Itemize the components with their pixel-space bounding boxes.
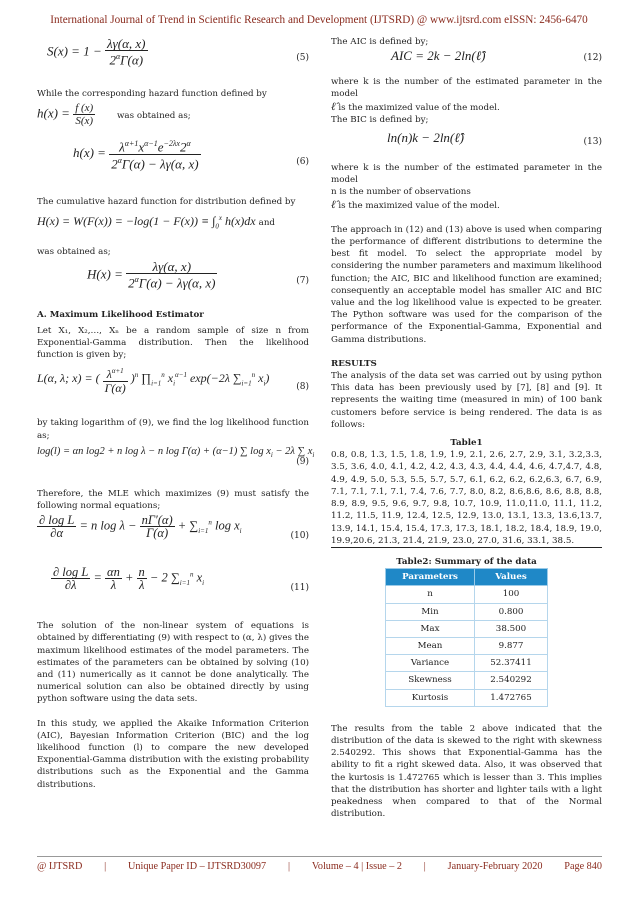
- paragraph-conclusion: The results from the table 2 above indicated that the distribution of the data is skewed to the right with skewness 2.540292. This shows that Exponential-Gamma has the ability to fit a right skewed data. Also, it was observed that the kurtosis is 1.472765 which is lesser than 3. This implies that the distribution has shorter and lighter tails with a light peakedness when compared to that of the Normal distribution.: [331, 723, 602, 820]
- equation-6: h(x) = $\frac{\lambda^{\alpha+1}x^{\alpha-1}e^{-2\lambda x}2^\alpha}{2^\alpha\Gamma(\alpha) - \lambda\gamma(\alpha, x)}$ (6): [73, 139, 309, 172]
- paragraph-study: In this study, we applied the Akaike Information Criterion (AIC), Bayesian Information Criterion (BIC) and the log likelihood function (l) to compare the new developed Exponential-Gamma distribution with the existing probability distributions such as the Exponential and the Gamma distributions.: [37, 718, 309, 790]
- table-row: [386, 603, 548, 620]
- paragraph-bic-l: ℓ̂ is the maximized value of the model.: [331, 198, 500, 211]
- table-cell-label: Skewness: [386, 672, 475, 689]
- table1-title: Table1: [450, 438, 483, 449]
- table-cell-value: 38.500: [475, 620, 548, 637]
- table2-title: Table2: Summary of the data: [396, 556, 537, 567]
- paragraph-mle: Therefore, the MLE which maximizes (9) must satisfy the following normal equations;: [37, 488, 309, 512]
- journal-header: International Journal of Trend in Scientific Research and Development (IJTSRD) @ www.ijtsrd.com eISSN: 2456-6470: [50, 14, 588, 26]
- equation-11: $\frac{\text{∂ log L}}{\partial\lambda}$ = $\frac{\alpha n}{\lambda}$ + $\frac{n}{\lambda}$ − 2 $\sum_{i=1}^n$ $x_i$ (11): [53, 565, 309, 594]
- table-cell-label: Max: [386, 620, 475, 637]
- table-cell-label: n: [386, 586, 475, 603]
- equation-13: ln(n)k − 2ln(ℓ̂) (13): [387, 130, 602, 148]
- equation-11-number: (11): [290, 583, 309, 594]
- paragraph-bic-n: n is the number of observations: [331, 187, 471, 198]
- table-row: [386, 586, 548, 603]
- table1-data: 0.8, 0.8, 1.3, 1.5, 1.8, 1.9, 1.9, 2.1, 2.6, 2.7, 2.9, 3.1, 3.2,3.3, 3.5, 3.6, 4.0, 4.1, 4.2, 4.2, 4.3, 4.3, 4.4, 4.4, 4.6, 4.7,4.7, 4.8, 4.9, 4.9, 5.0, 5.3, 5.5, 5.7, 5.7, 6.1, 6.2, 6.2, 6.2,6.3, 6.7, 6.9, 7.1, 7.1, 7.1, 7.1, 7.4, 7.6, 7.7, 8.0, 8.2, 8.6,8.6, 8.6, 8.8, 8.8, 8.9, 8.9, 9.5, 9.6, 9.7, 9.8, 10.7, 10.9, 11.0,11.0, 11.1, 11.2, 11.2, 11.5, 11.9, 12.4, 12.5, 12.9, 13.0, 13.1, 13.3, 13.6,13.7, 13.9, 14.1, 15.4, 15.4, 17.3, 17.3, 18.1, 18.2, 18.4, 18.9, 19.0, 19.9,20.6, 21.3, 21.4, 21.9, 23.0, 27.0, 31.6, 33.1, 38.5.: [331, 449, 602, 548]
- equation-8-number: (8): [296, 382, 309, 393]
- left-column: S(x) = 1 − $\frac{\lambda\gamma(\alpha, x)}{2^\alpha\Gamma(\alpha)}$ (5) While the corresponding hazard function defined by h(x) = $\frac{f (x)}{S(x)}$ was obtained as; h(x) = $\frac{\lambda^{\alpha+1}x^{\alpha-1}e^{-2\lambda x}2^\alpha}{2^\alpha\Gamma(\alpha) - \lambda\gamma(\alpha, x)}$ (6) The cumulative hazard function for distribution defined by $H(x) = W(F(x)) = -\log(1 - F(x)) \equiv \int_0^x$ h(x)dx and was obtained as; H(x) = $\frac{\lambda\gamma(\alpha, x)}{2^\alpha\Gamma(\alpha) - \lambda\gamma(\alpha, x)}$ (7) A. Maximum Likelihood Estimator Let X₁, X₂,…, Xₙ be a random sample of size n from Exponential-Gamma distribution. Then the likelihood function is given by; L(α, λ; x) = ( $\frac{\lambda^{\alpha+1}}{\Gamma(\alpha)}$ )$^n$ $\prod_{i=1}^n$ $x_i^{\alpha-1}$ exp(−2λ $\sum_{i=1}^n$ $x_i$) (8) by taking logarithm of (9), we find the log likelihood function as; log(l) = αn log2 + n log λ − n log Γ(α) + (α−1) ∑ $\log x_i - 2\lambda$ ∑ $x_i$ (9) Therefore, the MLE which maximizes (9) must satisfy the following normal equations; $\frac{\text{∂ log L}}{\partial\alpha}$ = n log λ − $\frac{n\Gamma'(\alpha)}{\Gamma(\alpha)}$ + $\sum_{i=1}^n$ $\log x_i$ (10) $\frac{\text{∂ log L}}{\partial\lambda}$ = $\frac{\alpha n}{\lambda}$ + $\frac{n}{\lambda}$ − 2 $\sum_{i=1}^n$ $x_i$ (11) The solution of the non-linear system of equations is obtained by differentiating (9) with respect to (α, λ) gives the maximum likelihood estimates of the model parameters. The estimates of the parameters can be obtained by solving (10) and (11) numerically as it cannot be done analytically. The numerical solution can also be obtained directly by using python software using the data sets. In this study, we applied the Akaike Information Criterion (AIC), Bayesian Information Criterion (BIC) and the log likelihood function (l) to compare the new developed Exponential-Gamma distribution with the existing probability distributions such as the Exponential and the Gamma distributions.: [37, 36, 315, 790]
- table-cell-value: 1.472765: [475, 689, 548, 706]
- equation-5-number: (5): [296, 53, 309, 63]
- equation-12-number: (12): [583, 53, 602, 64]
- right-column: [331, 36, 602, 820]
- equation-10: $\frac{\text{∂ log L}}{\partial\alpha}$ = n log λ − $\frac{n\Gamma'(\alpha)}{\Gamma(\alpha)}$ + $\sum_{i=1}^n$ $\log x_i$ (10): [39, 513, 309, 542]
- paragraph-aic-where: where k is the number of the estimated parameter in the model: [331, 77, 602, 100]
- table-cell-value: 100: [475, 586, 548, 603]
- paragraph-hazard: While the corresponding hazard function defined by: [37, 89, 267, 99]
- footer-paper-id: Unique Paper ID – IJTSRD30097: [128, 861, 267, 872]
- equation-12: AIC = 2k − 2ln(ℓ̂) (12): [391, 48, 602, 64]
- equation-7: H(x) = $\frac{\lambda\gamma(\alpha, x)}{2^\alpha\Gamma(\alpha) - \lambda\gamma(\alpha, x)}$ (7): [87, 258, 309, 291]
- table-row: [386, 637, 548, 654]
- equation-7-number: (7): [296, 275, 309, 286]
- footer-separator: |: [104, 861, 107, 872]
- equation-9: log(l) = αn log2 + n log λ − n log Γ(α) + (α−1) ∑ $\log x_i - 2\lambda$ ∑ $x_i$ (9): [37, 445, 315, 467]
- table-cell-value: 9.877: [475, 637, 548, 654]
- footer-journal: @ IJTSRD: [37, 861, 83, 872]
- paragraph-log-likelihood: by taking logarithm of (9), we find the log likelihood function as;: [37, 418, 309, 441]
- equation-8: L(α, λ; x) = ( $\frac{\lambda^{\alpha+1}}{\Gamma(\alpha)}$ )$^n$ $\prod_{i=1}^n$ $x_i^{\alpha-1}$ exp(−2λ $\sum_{i=1}^n$ $x_i$) (8): [37, 367, 309, 395]
- summary-table: [385, 568, 548, 707]
- equation-9-number: (9): [296, 456, 309, 467]
- equation-5: S(x) = 1 − $\frac{\lambda\gamma(\alpha, x)}{2^\alpha\Gamma(\alpha)}$ (5): [47, 36, 309, 68]
- bic-intro: The BIC is defined by;: [331, 114, 429, 125]
- paragraph-hazard-cont: was obtained as;: [117, 111, 191, 122]
- table-row: [386, 655, 548, 672]
- aic-intro: The AIC is defined by;: [331, 37, 429, 47]
- paragraph-and: and: [258, 218, 275, 229]
- table-cell-value: 0.800: [475, 603, 548, 620]
- footer-separator: |: [423, 861, 426, 872]
- table-row: [386, 620, 548, 637]
- table-row: [386, 689, 548, 706]
- table-header-values: Values: [475, 569, 548, 586]
- equation-cumulative: $H(x) = W(F(x)) = -\log(1 - F(x)) \equiv \int_0^x$ h(x)dx and: [37, 214, 275, 231]
- paragraph-cumulative-cont: was obtained as;: [37, 247, 111, 258]
- table-cell-label: Mean: [386, 637, 475, 654]
- table-cell-value: 52.37411: [475, 655, 548, 672]
- table-header-parameters: Parameters: [386, 569, 475, 586]
- footer-page: Page 840: [564, 861, 602, 872]
- paragraph-bic-where: where k is the number of the estimated parameter in the model: [331, 163, 602, 186]
- table-row: [386, 672, 548, 689]
- footer-date: January-February 2020: [447, 861, 543, 872]
- section-heading-mle: A. Maximum Likelihood Estimator: [37, 309, 204, 320]
- table-cell-value: 2.540292: [475, 672, 548, 689]
- paragraph-let: Let X₁, X₂,…, Xₙ be a random sample of size n from Exponential-Gamma distribution. Then the likelihood function is given by;: [37, 325, 309, 361]
- page-footer: [37, 856, 602, 872]
- equation-13-number: (13): [583, 137, 602, 148]
- paragraph-approach: The approach in (12) and (13) above is used when comparing the performance of different distributions to determine the best fit model. To select the appropriate model by considering the number parameters and maximum likelihood function; the AIC, BIC and likelihood function are examined; consequently an acceptable model has smaller AIC and BIC value and the log likelihood value is expected to be greater. The Python software was used for the comparison of the performance of the Exponential-Gamma, Exponential and Gamma distributions.: [331, 224, 602, 345]
- table-cell-label: Kurtosis: [386, 689, 475, 706]
- paragraph-results: The analysis of the data set was carried out by using python This data has been previously used by [7], [8] and [9]. It represents the waiting time (measured in min) of 100 bank customers before service is being rendered. The data is as follows:: [331, 371, 602, 430]
- paragraph-cumulative: The cumulative hazard function for distribution defined by: [37, 197, 296, 208]
- equation-10-number: (10): [290, 531, 309, 542]
- table-cell-label: Variance: [386, 655, 475, 672]
- footer-separator: |: [287, 861, 290, 872]
- section-heading-results: RESULTS: [331, 358, 377, 369]
- footer-volume: Volume – 4 | Issue – 2: [311, 861, 402, 872]
- paragraph-aic-l: ℓ̂ is the maximized value of the model.: [331, 100, 500, 113]
- table-cell-label: Min: [386, 603, 475, 620]
- equation-6-number: (6): [296, 157, 309, 168]
- paragraph-solution: The solution of the non-linear system of equations is obtained by differentiating (9) with respect to (α, λ) gives the maximum likelihood estimates of the model parameters. The estimates of the parameters can be obtained by solving (10) and (11) numerically as it cannot be done analytically. The numerical solution can also be obtained directly by using python software using the data sets.: [37, 621, 309, 705]
